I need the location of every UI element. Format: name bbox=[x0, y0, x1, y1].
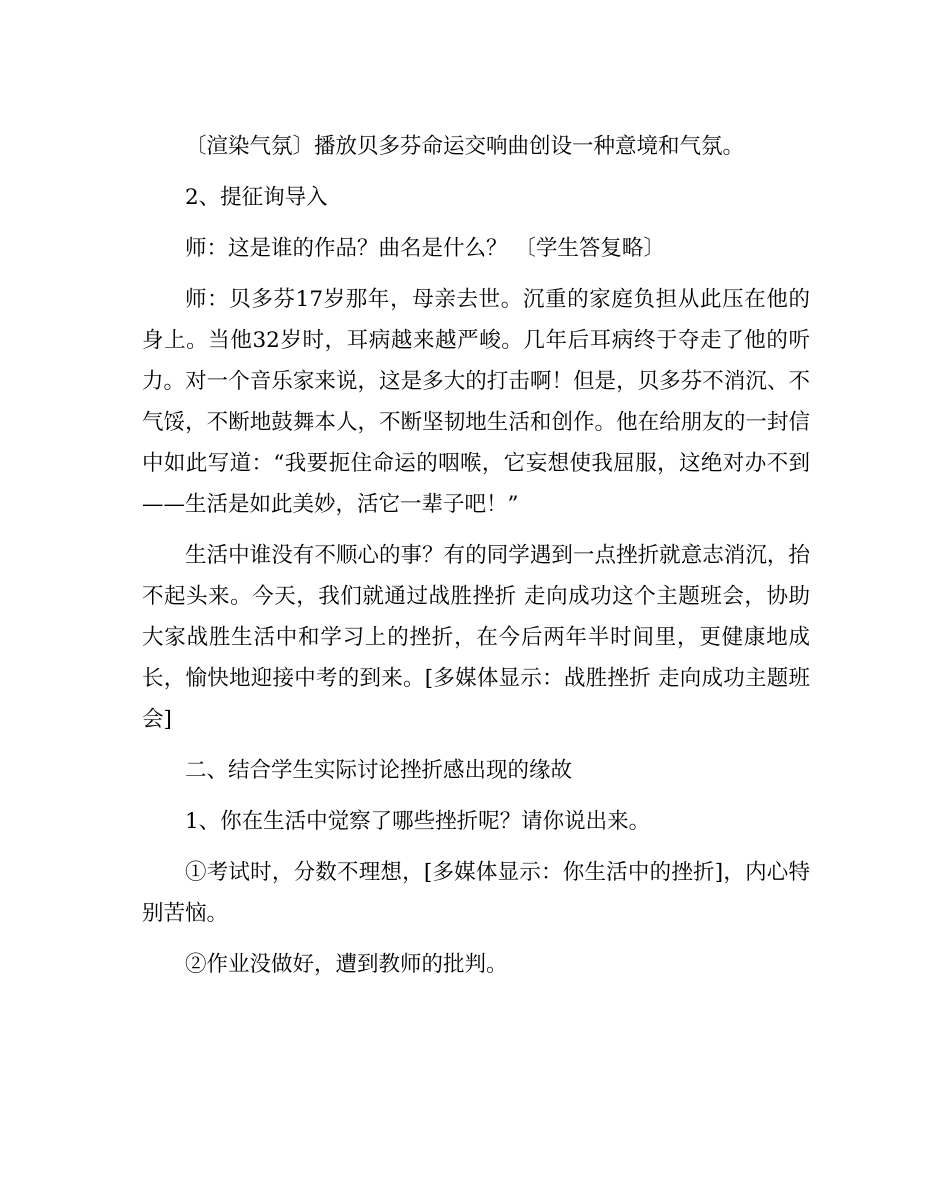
heading-question-intro: 2、提征询导入 bbox=[185, 185, 328, 210]
paragraph-question-one: 1、你在生活中觉察了哪些挫折呢？请你说出来。 bbox=[185, 809, 651, 834]
paragraph-atmosphere: 〔渲染气氛〕播放贝多芬命运交响曲创设一种意境和气氛。 bbox=[185, 134, 745, 159]
list-item-homework: ②作业没做好，遭到教师的批判。 bbox=[185, 952, 508, 977]
paragraph-teacher-question: 师：这是谁的作品？曲名是什么？ 〔学生答复略〕 bbox=[185, 236, 665, 261]
paragraph-life-setbacks: 生活中谁没有不顺心的事？有的同学遇到一点挫折就意志消沉，抬不起头来。今天，我们就通过战胜挫折 走向成功这个主题班会，协助大家战胜生活中和学习上的挫折，在今后两年半时间里，更健康地成长，愉快地迎接中考的到来。[多媒体显示：战胜挫折 走向成功主题班会] bbox=[142, 543, 810, 732]
document-body bbox=[142, 126, 810, 995]
heading-section-two: 二、结合学生实际讨论挫折感出现的缘故 bbox=[185, 758, 573, 783]
list-item-exam: ①考试时，分数不理想，[多媒体显示：你生活中的挫折]，内心特别苦恼。 bbox=[142, 860, 810, 926]
paragraph-beethoven-story: 师：贝多芬17岁那年，母亲去世。沉重的家庭负担从此压在他的身上。当他32岁时，耳病越来越严峻。几年后耳病终于夺走了他的听力。对一个音乐家来说，这是多大的打击啊！但是，贝多芬不消沉、不气馁，不断地鼓舞本人，不断坚韧地生活和创作。他在给朋友的一封信中如此写道：“我要扼住命运的咽喉，它妄想使我屈服，这绝对办不到——生活是如此美妙，活它一辈子吧！” bbox=[142, 287, 810, 517]
